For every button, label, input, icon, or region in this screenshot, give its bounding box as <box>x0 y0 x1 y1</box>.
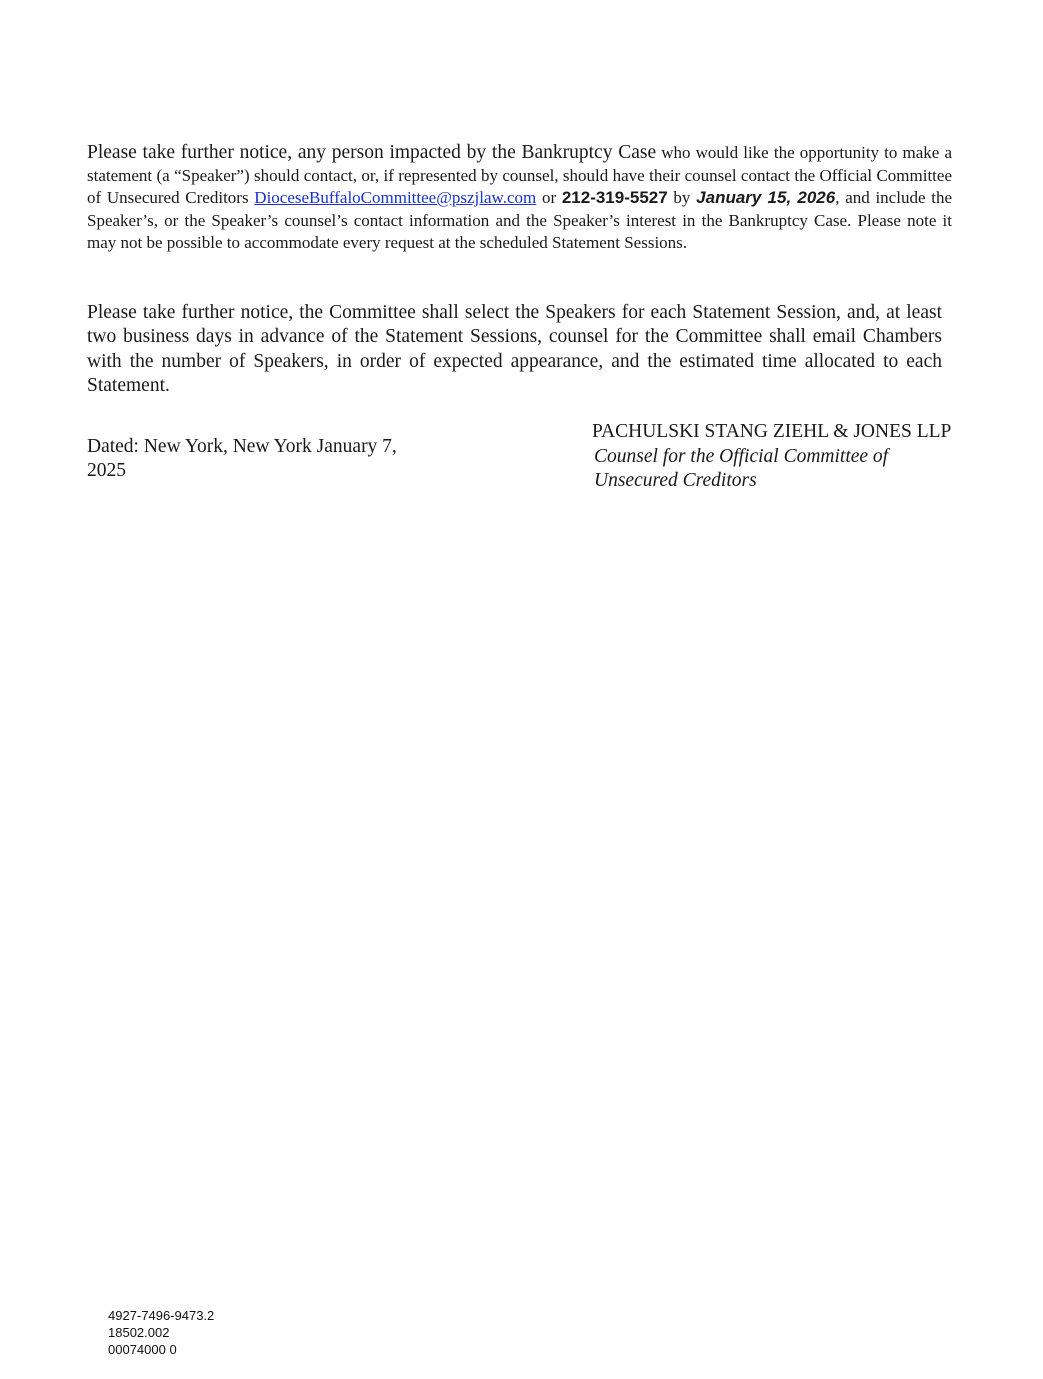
notice-text-b: who would like the opportunity to make a statement (a “Speaker”) should contact, or, if represented by counsel, should have their counsel contact the Official Committee of Unsecured Creditors <box>87 143 952 207</box>
notice-paragraph-speakers <box>87 142 952 255</box>
counsel-role: Counsel for the Official Committee of Unsecured Creditors <box>594 445 889 491</box>
notice-text-d: by <box>667 188 697 207</box>
notice-lead-2: Please take further notice <box>87 302 289 323</box>
notice-text-2: the Committee shall select the Speakers for each Statement Session, and, at least two business days in advance of the Statement Sessions, counsel for the Committee shall email Chambers with the number of Speakers, in order of expected appearance, and the estimated time allocated to each Statement. <box>87 302 943 396</box>
footer-matter-number: 18502.002 <box>108 1325 170 1340</box>
footer-cut-line: 00074000 0 <box>108 1342 177 1357</box>
notice-lead: Please take further notice <box>87 142 288 163</box>
document-footer <box>108 1307 308 1357</box>
notice-text-a: any person impacted by the Bankruptcy Case <box>292 142 657 163</box>
notice-paragraph-selection <box>87 301 942 398</box>
notice-text-e: , and include the Speaker’s, or the Speaker’s counsel’s contact information and the Speaker’s interest in the Bankruptcy Case. Please note it may not be possible to accommodate every request at the scheduled Statement Sessions. <box>87 188 952 252</box>
notice-lead-2-comma: , <box>288 302 294 323</box>
committee-phone: 212-319-5527 <box>561 188 668 207</box>
signature-block <box>592 420 952 494</box>
committee-email-link[interactable]: DioceseBuffaloCommittee@pszjlaw.com <box>254 188 537 207</box>
notice-text-c: or <box>536 188 562 207</box>
request-deadline: January 15, 2026 <box>696 188 836 207</box>
notice-lead-comma: , <box>287 142 293 163</box>
dated-line: Dated: New York, New York January 7, 2025 <box>87 436 397 482</box>
footer-doc-id: 4927-7496-9473.2 <box>108 1308 215 1323</box>
law-firm-name: PACHULSKI STANG ZIEHL & JONES LLP <box>592 421 952 442</box>
